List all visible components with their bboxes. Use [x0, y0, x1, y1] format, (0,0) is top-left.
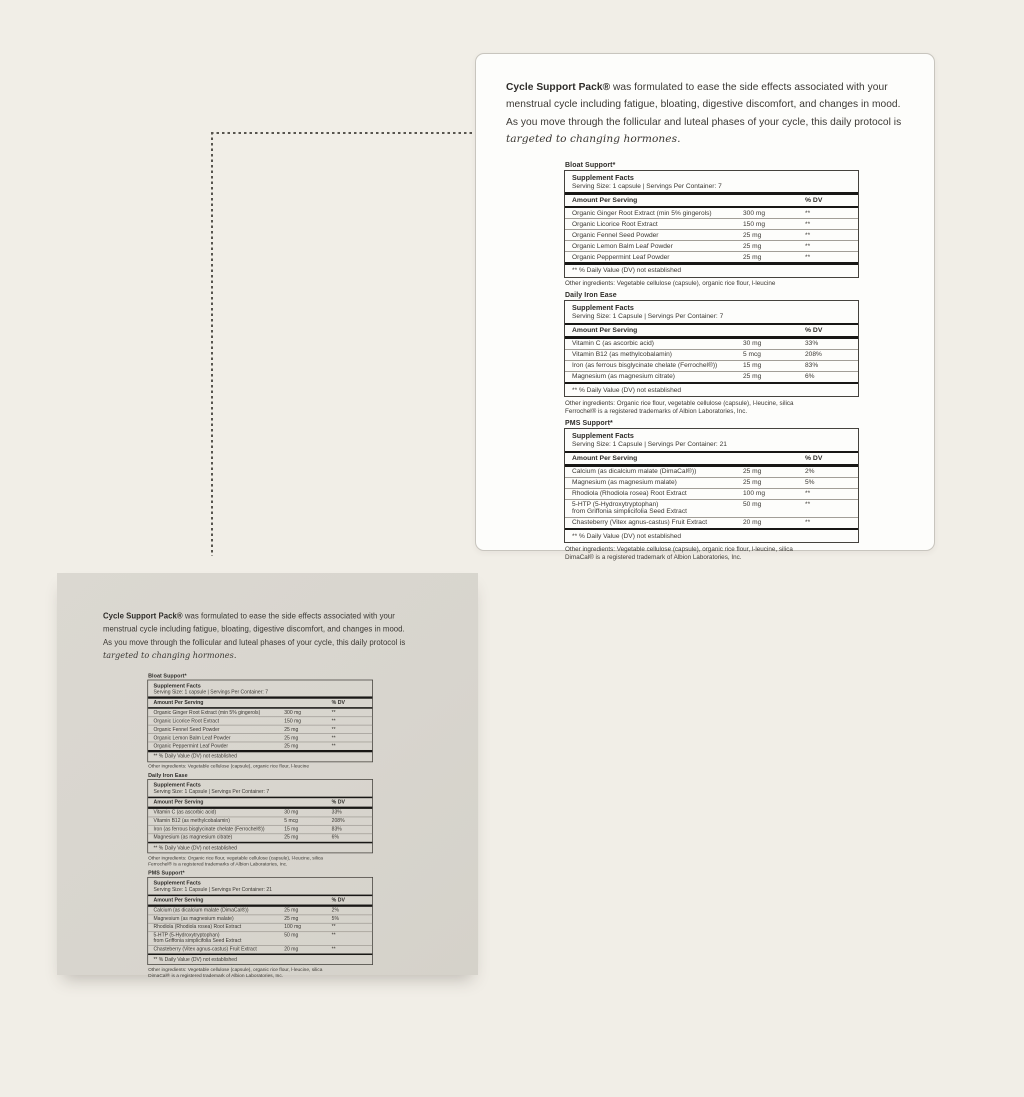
ingredient-dv: 208%	[331, 818, 345, 824]
ingredient-name: Vitamin B12 (as methylcobalamin)	[153, 818, 230, 824]
table-title: Daily Iron Ease	[565, 292, 617, 300]
ingredient-amount: 25 mg	[743, 253, 762, 261]
ingredient-dv: **	[805, 490, 811, 498]
amount-per-serving-header: Amount Per Serving	[153, 799, 204, 806]
table-header	[565, 301, 858, 323]
ingredient-amount: 15 mg	[284, 826, 299, 833]
ingredient-amount: 25 mg	[284, 916, 299, 922]
ingredient-name	[572, 501, 743, 515]
ingredient-amount: 150 mg	[284, 718, 302, 724]
ingredient-name: Magnesium (as magnesium citrate)	[572, 373, 675, 381]
label-slot-large	[476, 54, 936, 566]
ingredient-name-line1: 5-HTP (5-Hydroxytryptophan)	[153, 933, 220, 939]
table-title: PMS Support*	[148, 871, 185, 877]
ingredient-dv: **	[805, 501, 811, 509]
label-slot-small	[80, 585, 540, 1097]
ingredient-dv: **	[331, 718, 336, 724]
print-guide-dashed-top	[211, 132, 475, 134]
ingredient-amount: 100 mg	[284, 924, 302, 930]
label-card-small	[57, 573, 478, 979]
ingredient-amount: 5 mcg	[284, 818, 299, 824]
ingredient-name: Iron (as ferrous bisglycinate chelate (Ferrochel®))	[153, 826, 265, 833]
table-row	[148, 907, 372, 915]
intro-body-text: was formulated to ease the side effects associated with your menstrual cycle including fatigue, bloating, digestive discomfort, and changes in mood. As you move through the follicular and luteal phases of your cycle, this daily protocol is	[506, 82, 902, 128]
ingredient-dv: 83%	[805, 362, 819, 370]
ingredient-amount: 25 mg	[284, 835, 299, 841]
table-row	[148, 709, 372, 717]
ingredient-amount: 50 mg	[284, 933, 299, 939]
supplement-facts-table	[564, 170, 859, 278]
ingredient-name: Organic Ginger Root Extract (min 5% gingerols)	[572, 209, 712, 217]
other-ingredients	[148, 967, 373, 980]
table-title: Daily Iron Ease	[148, 773, 188, 779]
other-ingredients	[148, 855, 373, 868]
ingredient-dv: 5%	[331, 916, 339, 922]
table-row	[565, 208, 858, 218]
table-row	[148, 716, 372, 724]
supplement-tables	[564, 162, 859, 563]
ingredient-amount: 25 mg	[284, 726, 299, 733]
dv-footnote: ** % Daily Value (DV) not established	[572, 267, 682, 275]
ingredient-dv: 33%	[331, 809, 342, 816]
ingredient-amount: 100 mg	[743, 490, 765, 498]
dv-footnote: ** % Daily Value (DV) not established	[153, 845, 237, 851]
ingredient-dv: **	[331, 924, 336, 930]
dv-footnote: ** % Daily Value (DV) not established	[153, 753, 237, 760]
table-title: PMS Support*	[565, 420, 613, 428]
table-row	[565, 339, 858, 349]
table-row	[148, 825, 372, 833]
column-header-row	[148, 698, 372, 706]
table-header	[148, 878, 372, 894]
amount-per-serving-header: Amount Per Serving	[572, 196, 638, 204]
dv-header: % DV	[805, 455, 823, 463]
supplement-section-pms-support	[147, 871, 373, 980]
ingredient-name: Organic Peppermint Leaf Powder	[153, 743, 229, 749]
ingredient-amount: 25 mg	[284, 907, 299, 914]
ingredient-amount: 20 mg	[284, 946, 299, 953]
ingredient-dv: **	[331, 726, 336, 733]
table-row	[148, 816, 372, 824]
ingredient-dv: **	[331, 709, 336, 716]
ingredient-dv: **	[805, 519, 811, 527]
table-row	[148, 914, 372, 922]
table-row	[565, 218, 858, 229]
other-ingredients-line: Other ingredients: Vegetable cellulose (capsule), organic rice flour, l-leucine, silica	[148, 967, 323, 973]
table-header	[565, 171, 858, 193]
ingredient-amount: 300 mg	[284, 709, 302, 716]
supplement-tables	[147, 673, 373, 979]
supplement-section-bloat-support	[147, 673, 373, 770]
other-ingredients	[565, 400, 859, 416]
table-row	[148, 742, 372, 750]
column-header-row	[565, 325, 858, 336]
supplement-facts-table	[147, 679, 373, 762]
supplement-facts-table	[564, 300, 859, 397]
ingredient-dv: **	[331, 735, 336, 741]
intro-paragraph	[103, 610, 412, 663]
print-guide-dashed-left	[211, 132, 213, 556]
intro-paragraph	[506, 79, 910, 149]
ingredient-name: Organic Lemon Balm Leaf Powder	[572, 242, 673, 250]
other-ingredients-line: Other ingredients: Organic rice flour, vegetable cellulose (capsule), l-leucine, silica	[565, 399, 794, 407]
ingredient-dv: 5%	[805, 479, 815, 487]
trademark-line: DimaCal® is a registered trademark of Albion Laboratories, Inc.	[565, 553, 742, 561]
ingredient-name: Calcium (as dicalcium malate (DimaCal®))	[572, 468, 697, 476]
amount-per-serving-header: Amount Per Serving	[572, 455, 638, 463]
other-ingredients-line: Other ingredients: Vegetable cellulose (capsule), organic rice flour, l-leucine	[148, 763, 310, 770]
table-row	[148, 725, 372, 733]
amount-per-serving-header: Amount Per Serving	[153, 897, 204, 904]
ingredient-name: Rhodiola (Rhodiola rosea) Root Extract	[572, 490, 687, 498]
ingredient-name: Chasteberry (Vitex agnus-castus) Fruit Extract	[572, 519, 708, 527]
supplement-section-pms-support	[564, 420, 859, 562]
table-row	[148, 809, 372, 817]
column-header-row	[148, 798, 372, 806]
ingredient-amount: 300 mg	[743, 209, 765, 217]
ingredient-amount: 150 mg	[743, 220, 765, 228]
ingredient-name	[153, 933, 284, 944]
ingredient-amount: 5 mcg	[743, 351, 761, 359]
serving-size-line: Serving Size: 1 Capsule | Servings Per Container: 7	[572, 313, 724, 321]
ingredient-name: Magnesium (as magnesium citrate)	[153, 835, 233, 841]
table-row	[565, 349, 858, 360]
ingredient-name: Organic Fennel Seed Powder	[153, 726, 220, 733]
ingredient-dv: 6%	[805, 373, 815, 381]
ingredient-dv: **	[805, 209, 811, 217]
supplement-facts-heading: Supplement Facts	[572, 431, 634, 441]
column-header-row	[565, 453, 858, 464]
brand-name: Cycle Support Pack®	[102, 612, 183, 621]
label-content	[80, 610, 432, 980]
supplement-facts-heading: Supplement Facts	[153, 681, 201, 689]
ingredient-name: Rhodiola (Rhodiola rosea) Root Extract	[153, 924, 242, 930]
supplement-facts-table	[147, 877, 373, 965]
dv-header: % DV	[331, 799, 345, 806]
ingredient-name: Magnesium (as magnesium malate)	[153, 916, 234, 922]
ingredient-name: Vitamin B12 (as methylcobalamin)	[572, 351, 672, 359]
ingredient-dv: 33%	[805, 340, 819, 348]
serving-size-line: Serving Size: 1 Capsule | Servings Per Container: 21	[153, 887, 272, 893]
label-card-large	[475, 53, 935, 561]
table-row	[148, 931, 372, 945]
table-row	[565, 477, 858, 488]
ingredient-amount: 25 mg	[743, 373, 762, 381]
ingredient-rows	[148, 709, 372, 750]
ingredient-name-line1: 5-HTP (5-Hydroxytryptophan)	[572, 501, 659, 509]
ingredient-name: Organic Fennel Seed Powder	[572, 231, 659, 239]
ingredient-amount: 20 mg	[743, 519, 762, 527]
table-header	[565, 429, 858, 451]
table-row	[148, 833, 372, 841]
brand-name: Cycle Support Pack®	[506, 82, 611, 93]
table-row	[565, 360, 858, 371]
column-header-row	[148, 896, 372, 904]
other-ingredients-line: Other ingredients: Vegetable cellulose (capsule), organic rice flour, l-leucine	[565, 280, 776, 288]
ingredient-dv: **	[805, 242, 811, 250]
table-row	[565, 488, 858, 499]
dv-footnote: ** % Daily Value (DV) not established	[572, 532, 682, 540]
trademark-line: DimaCal® is a registered trademark of Albion Laboratories, Inc.	[148, 973, 284, 979]
serving-size-line: Serving Size: 1 Capsule | Servings Per Container: 21	[572, 441, 727, 449]
ingredient-name: Calcium (as dicalcium malate (DimaCal®))	[153, 907, 249, 914]
ingredient-rows	[565, 467, 858, 528]
supplement-facts-table	[564, 428, 859, 543]
dv-header: % DV	[331, 897, 345, 904]
supplement-section-daily-iron-ease	[564, 292, 859, 416]
supplement-facts-heading: Supplement Facts	[153, 781, 201, 789]
supplement-facts-heading: Supplement Facts	[572, 303, 634, 313]
ingredient-dv: 6%	[331, 835, 339, 841]
other-ingredients-line: Other ingredients: Vegetable cellulose (capsule), organic rice flour, l-leucine, silica	[565, 545, 793, 553]
ingredient-dv: 2%	[805, 468, 815, 476]
table-row	[148, 733, 372, 741]
ingredient-name: Chasteberry (Vitex agnus-castus) Fruit Extract	[153, 946, 257, 953]
other-ingredients	[565, 546, 859, 562]
trademark-line: Ferrochel® is a registered trademarks of Albion Laboratories, Inc.	[565, 408, 748, 416]
ingredient-dv: **	[331, 946, 336, 953]
ingredient-amount: 30 mg	[284, 809, 299, 816]
ingredient-name: Iron (as ferrous bisglycinate chelate (Ferrochel®))	[572, 362, 718, 370]
ingredient-amount: 15 mg	[743, 362, 762, 370]
label-content	[476, 79, 936, 562]
table-title: Bloat Support*	[148, 673, 187, 679]
ingredient-name: Organic Ginger Root Extract (min 5% gingerols)	[153, 709, 261, 716]
ingredient-amount: 25 mg	[284, 743, 299, 749]
ingredient-dv: **	[331, 743, 336, 749]
other-ingredients	[148, 764, 373, 770]
ingredient-name: Vitamin C (as ascorbic acid)	[153, 809, 217, 816]
ingredient-name: Vitamin C (as ascorbic acid)	[572, 340, 654, 348]
ingredient-dv: 2%	[331, 907, 339, 914]
dv-header: % DV	[805, 196, 823, 204]
intro-italic-phrase: targeted to changing hormones.	[506, 133, 681, 146]
supplement-facts-table	[147, 779, 373, 853]
ingredient-name: Magnesium (as magnesium malate)	[572, 479, 677, 487]
table-row	[565, 251, 858, 262]
table-row	[565, 229, 858, 240]
ingredient-amount: 25 mg	[743, 231, 762, 239]
ingredient-name: Organic Lemon Balm Leaf Powder	[153, 735, 231, 741]
ingredient-name: Organic Licorice Root Extract	[572, 220, 658, 228]
ingredient-name-line2: from Griffonia simplicifolia Seed Extract	[153, 938, 242, 944]
ingredient-rows	[565, 339, 858, 382]
ingredient-dv: 208%	[805, 351, 822, 359]
table-row	[148, 945, 372, 953]
table-row	[565, 517, 858, 528]
supplement-facts-heading: Supplement Facts	[572, 172, 634, 182]
ingredient-rows	[565, 208, 858, 262]
ingredient-amount: 25 mg	[284, 735, 299, 741]
dv-footnote: ** % Daily Value (DV) not established	[572, 386, 682, 394]
ingredient-dv: **	[805, 220, 811, 228]
amount-per-serving-header: Amount Per Serving	[572, 327, 638, 335]
table-row	[565, 240, 858, 251]
ingredient-dv: **	[331, 933, 336, 939]
table-header	[148, 680, 372, 696]
ingredient-name: Organic Peppermint Leaf Powder	[572, 253, 670, 261]
trademark-line: Ferrochel® is a registered trademarks of Albion Laboratories, Inc.	[148, 861, 288, 868]
ingredient-name-line2: from Griffonia simplicifolia Seed Extract	[572, 508, 687, 516]
supplement-section-daily-iron-ease	[147, 773, 373, 868]
ingredient-amount: 25 mg	[743, 468, 762, 476]
intro-italic-phrase: targeted to changing hormones.	[102, 651, 237, 661]
dv-footnote: ** % Daily Value (DV) not established	[153, 957, 237, 963]
table-header	[148, 780, 372, 796]
ingredient-dv: 83%	[331, 826, 342, 833]
other-ingredients	[565, 280, 859, 288]
amount-per-serving-header: Amount Per Serving	[153, 699, 204, 706]
ingredient-amount: 25 mg	[743, 242, 762, 250]
ingredient-amount: 30 mg	[743, 340, 762, 348]
supplement-section-bloat-support	[564, 162, 859, 289]
ingredient-rows	[148, 809, 372, 842]
serving-size-line: Serving Size: 1 Capsule | Servings Per Container: 7	[153, 789, 270, 795]
ingredient-rows	[148, 907, 372, 954]
ingredient-amount: 50 mg	[743, 501, 762, 509]
ingredient-amount: 25 mg	[743, 479, 762, 487]
table-title: Bloat Support*	[565, 161, 616, 169]
table-row	[148, 923, 372, 931]
table-row	[565, 499, 858, 517]
dv-header: % DV	[805, 327, 823, 335]
serving-size-line: Serving Size: 1 capsule | Servings Per Container: 7	[153, 689, 269, 695]
dv-header: % DV	[331, 699, 345, 706]
other-ingredients-line: Other ingredients: Organic rice flour, vegetable cellulose (capsule), l-leucine, silica	[148, 855, 323, 861]
ingredient-name: Organic Licorice Root Extract	[153, 718, 220, 724]
serving-size-line: Serving Size: 1 capsule | Servings Per Container: 7	[572, 182, 722, 190]
table-row	[565, 467, 858, 477]
table-row	[565, 371, 858, 382]
ingredient-dv: **	[805, 253, 811, 261]
intro-body-text: was formulated to ease the side effects associated with your menstrual cycle including fatigue, bloating, digestive discomfort, and changes in mood. As you move through the follicular and luteal phases of your cycle, this daily protocol is	[102, 612, 406, 648]
supplement-facts-heading: Supplement Facts	[153, 879, 201, 887]
column-header-row	[565, 195, 858, 206]
ingredient-dv: **	[805, 231, 811, 239]
